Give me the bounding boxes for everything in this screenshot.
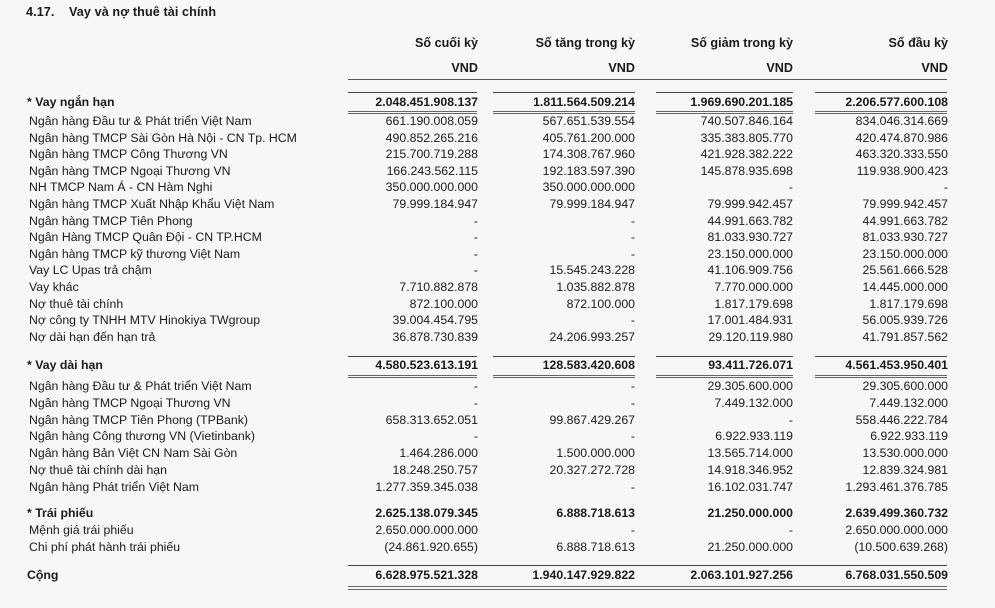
section-number: 4.17.: [26, 5, 55, 19]
value-closing: 2.650.000.000.000: [375, 523, 478, 537]
value-opening: 79.999.942.457: [862, 197, 948, 211]
value-decrease: -: [788, 412, 793, 427]
value-decrease: 7.449.132.000: [714, 395, 793, 410]
table-row: [0, 462, 995, 479]
value-increase: -: [630, 523, 635, 537]
column-unit-row: [0, 61, 995, 79]
table-row: [0, 213, 995, 230]
value-decrease: 335.383.805.770: [700, 130, 793, 145]
row-label: Ngân hàng TMCP Tiên Phong: [29, 213, 193, 228]
value-decrease: 23.150.000.000: [707, 246, 793, 261]
value-opening: 2.639.499.360.732: [845, 506, 948, 520]
table-row: [0, 539, 995, 556]
value-closing: -: [473, 230, 478, 245]
value-opening: 81.033.930.727: [862, 230, 948, 245]
value-increase: -: [630, 379, 635, 393]
value-increase: 350.000.000.000: [542, 180, 635, 195]
value-closing: 350.000.000.000: [385, 180, 478, 195]
table-row: [0, 378, 995, 395]
value-increase: 6.888.718.613: [556, 506, 635, 520]
row-label: Ngân hàng Công thương VN (Vietinbank): [29, 429, 255, 444]
table-row: [0, 262, 995, 279]
grand-total-row: [0, 567, 995, 584]
total-rule: [348, 565, 947, 566]
subtotal-rule: [493, 92, 635, 93]
value-decrease: 21.250.000.000: [707, 506, 793, 520]
value-decrease: 44.991.663.782: [707, 213, 793, 228]
value-opening: 6.922.933.119: [870, 429, 948, 444]
value-closing: 1.464.286.000: [399, 446, 478, 461]
value-decrease: 29.120.119.980: [708, 329, 793, 344]
table-row: [0, 246, 995, 263]
value-closing: 18.248.250.757: [392, 463, 478, 477]
value-increase: 1.940.147.929.822: [532, 568, 635, 582]
value-increase: 99.867.429.267: [549, 412, 635, 427]
column-unit: VND: [608, 61, 635, 75]
value-opening: 13.530.000.000: [862, 446, 948, 461]
row-label: Ngân hàng Phát triển Việt Nam: [29, 479, 199, 494]
value-increase: -: [630, 479, 635, 494]
value-decrease: 421.928.382.222: [700, 147, 793, 162]
value-increase: 567.651.539.554: [542, 114, 635, 128]
row-label: Nợ công ty TNHH MTV Hinokiya TWgroup: [29, 313, 261, 328]
value-decrease: 29.305.600.000: [707, 379, 793, 393]
value-opening: 119.938.900.423: [856, 163, 948, 178]
row-label: Ngân hàng Đầu tư & Phát triển Việt Nam: [29, 114, 252, 128]
subtotal-row-bonds: [0, 505, 995, 522]
value-decrease: 740.507.846.164: [700, 114, 793, 128]
row-label: Ngân hàng Đầu tư & Phát triển Việt Nam: [29, 379, 252, 393]
value-increase: 192.183.597.390: [542, 163, 635, 178]
row-label: Vay LC Upas trả chậm: [29, 263, 152, 278]
value-opening: 463.320.333.550: [855, 147, 948, 162]
subtotal-rule: [656, 92, 793, 93]
table-row: [0, 196, 995, 213]
value-increase: 20.327.272.728: [549, 463, 635, 477]
value-closing: -: [473, 263, 478, 278]
value-closing: 215.700.719.288: [385, 147, 478, 162]
value-decrease: 41.106.909.756: [707, 263, 793, 278]
value-opening: 420.474.870.986: [855, 130, 948, 145]
value-opening: -: [943, 180, 948, 195]
value-closing: 658.313.652.051: [385, 412, 478, 427]
value-increase: -: [630, 395, 635, 410]
value-closing: 661.190.008.059: [385, 114, 478, 128]
value-increase: 6.888.718.613: [556, 539, 635, 554]
value-decrease: 79.999.942.457: [707, 197, 793, 211]
value-increase: 79.999.184.947: [549, 197, 635, 211]
row-label: Nợ thuê tài chính: [29, 296, 124, 311]
row-label: Chi phí phát hành trái phiếu: [29, 539, 181, 554]
table-row: [0, 428, 995, 445]
value-increase: 872.100.000: [566, 296, 635, 311]
column-header-increase: Số tăng trong kỳ: [535, 36, 635, 50]
value-closing: 490.852.265.216: [385, 130, 478, 145]
value-opening: 41.791.857.562: [862, 329, 948, 344]
value-decrease: 13.565.714.000: [707, 446, 793, 461]
row-label: Nợ thuê tài chính dài hạn: [29, 463, 167, 477]
table-row: [0, 412, 995, 429]
value-decrease: 1.817.179.698: [714, 296, 793, 311]
value-increase: 1.035.882.878: [556, 280, 635, 294]
value-increase: 24.206.993.257: [549, 329, 635, 344]
value-closing: -: [473, 246, 478, 261]
column-header-opening: Số đầu kỳ: [888, 36, 948, 50]
column-header-decrease: Số giảm trong kỳ: [690, 36, 793, 50]
value-opening: 1.817.179.698: [869, 296, 948, 311]
value-increase: -: [630, 213, 635, 228]
row-label: Ngân hàng TMCP kỹ thương Việt Nam: [29, 246, 241, 261]
value-increase: -: [630, 313, 635, 328]
subtotal-rule: [348, 92, 477, 93]
value-opening: 2.206.577.600.108: [845, 95, 948, 109]
value-closing: 6.628.975.521.328: [375, 568, 478, 582]
table-row: [0, 179, 995, 196]
table-row: [0, 479, 995, 496]
table-row: [0, 395, 995, 412]
value-closing: (24.861.920.655): [384, 539, 478, 554]
value-opening: 14.445.000.000: [862, 280, 948, 294]
value-closing: 872.100.000: [409, 296, 478, 311]
value-closing: -: [473, 213, 478, 228]
row-label: Ngân hàng Bản Việt CN Nam Sài Gòn: [29, 446, 238, 461]
value-opening: (10.500.639.268): [854, 539, 948, 554]
row-label: * Vay ngắn hạn: [27, 95, 115, 109]
value-opening: 1.293.461.376.785: [845, 479, 948, 494]
value-decrease: -: [788, 523, 793, 537]
value-closing: -: [473, 395, 478, 410]
table-row: [0, 522, 995, 539]
table-row: [0, 229, 995, 246]
table-row: [0, 279, 995, 296]
value-increase: 1.500.000.000: [556, 446, 635, 461]
value-closing: -: [473, 379, 478, 393]
value-increase: -: [630, 429, 635, 444]
value-opening: 834.046.314.669: [855, 114, 948, 128]
subtotal-rule: [815, 92, 947, 93]
value-closing: -: [473, 429, 478, 444]
value-closing: 2.048.451.908.137: [375, 95, 478, 109]
row-label: Mệnh giá trái phiếu: [29, 523, 134, 537]
value-increase: 1.811.564.509.214: [533, 95, 635, 109]
column-unit: VND: [451, 61, 478, 75]
table-row: [0, 113, 995, 130]
value-decrease: 2.063.101.927.256: [690, 568, 793, 582]
value-increase: 405.761.200.000: [542, 130, 635, 145]
row-label: Ngân hàng TMCP Công Thương VN: [29, 147, 228, 162]
value-opening: 44.991.663.782: [862, 213, 948, 228]
row-label: Vay khác: [29, 280, 79, 294]
section-heading: [26, 5, 216, 19]
value-increase: -: [630, 230, 635, 245]
value-increase: -: [630, 246, 635, 261]
table-row: [0, 445, 995, 462]
value-closing: 36.878.730.839: [392, 329, 478, 344]
row-label: Ngân hàng TMCP Ngoại Thương VN: [29, 163, 231, 178]
row-label: Cộng: [27, 568, 59, 582]
table-row: [0, 163, 995, 180]
row-label: Ngân hàng TMCP Ngoại Thương VN: [29, 395, 231, 410]
total-double-rule: [348, 586, 947, 590]
value-opening: 558.446.222.784: [855, 412, 948, 427]
table-row: [0, 296, 995, 313]
value-decrease: 17.001.484.931: [707, 313, 793, 328]
column-unit: VND: [921, 61, 948, 75]
table-row: [0, 312, 995, 329]
row-label: Ngân Hàng TMCP Quân Đội - CN TP.HCM: [29, 230, 262, 245]
value-decrease: 7.770.000.000: [714, 280, 793, 294]
value-closing: 79.999.184.947: [392, 197, 478, 211]
value-closing: 2.625.138.079.345: [375, 506, 478, 520]
value-closing: 166.243.562.115: [386, 163, 478, 178]
value-decrease: 145.878.935.698: [700, 163, 793, 178]
value-opening: 29.305.600.000: [862, 379, 948, 393]
row-label: Ngân hàng TMCP Tiên Phong (TPBank): [29, 412, 248, 427]
value-opening: 56.005.939.726: [862, 313, 948, 328]
row-label: * Trái phiếu: [27, 506, 94, 520]
value-decrease: 21.250.000.000: [707, 539, 793, 554]
value-decrease: 81.033.930.727: [707, 230, 793, 245]
row-label: Ngân hàng TMCP Xuất Nhập Khẩu Việt Nam: [29, 197, 275, 211]
column-unit: VND: [766, 61, 793, 75]
column-header-closing: Số cuối kỳ: [415, 36, 478, 50]
value-increase: 128.583.420.608: [542, 358, 635, 372]
value-closing: 1.277.359.345.038: [375, 479, 478, 494]
value-opening: 2.650.000.000.000: [845, 523, 948, 537]
column-header-row: [0, 36, 995, 54]
subtotal-row-short-term: [0, 94, 995, 111]
header-divider: [348, 79, 947, 80]
value-decrease: 6.922.933.119: [715, 429, 793, 444]
value-closing: 4.580.523.613.191: [375, 358, 478, 372]
value-decrease: 16.102.031.747: [707, 479, 793, 494]
value-increase: 15.545.243.228: [549, 263, 635, 278]
section-title: Vay và nợ thuê tài chính: [69, 5, 217, 19]
table-row: [0, 130, 995, 147]
row-label: Ngân hàng TMCP Sài Gòn Hà Nội - CN Tp. HCM: [29, 130, 297, 145]
value-decrease: 93.411.726.071: [708, 358, 793, 372]
value-closing: 39.004.454.795: [392, 313, 478, 328]
value-decrease: -: [788, 180, 793, 195]
table-row: [0, 329, 995, 346]
value-opening: 23.150.000.000: [862, 246, 948, 261]
value-opening: 25.561.666.528: [862, 263, 948, 278]
table-row: [0, 146, 995, 163]
row-label: Nợ dài hạn đến hạn trả: [29, 329, 156, 344]
value-decrease: 14.918.346.952: [707, 463, 793, 477]
row-label: NH TMCP Nam Á - CN Hàm Nghi: [29, 180, 213, 195]
value-decrease: 1.969.690.201.185: [690, 95, 793, 109]
value-opening: 12.839.324.981: [862, 463, 948, 477]
row-label: * Vay dài hạn: [27, 358, 103, 372]
value-opening: 6.768.031.550.509: [845, 568, 948, 582]
value-opening: 7.449.132.000: [869, 395, 948, 410]
value-increase: 174.308.767.960: [542, 147, 635, 162]
value-closing: 7.710.882.878: [399, 280, 478, 294]
subtotal-row-long-term: [0, 357, 995, 374]
value-opening: 4.561.453.950.401: [845, 358, 948, 372]
